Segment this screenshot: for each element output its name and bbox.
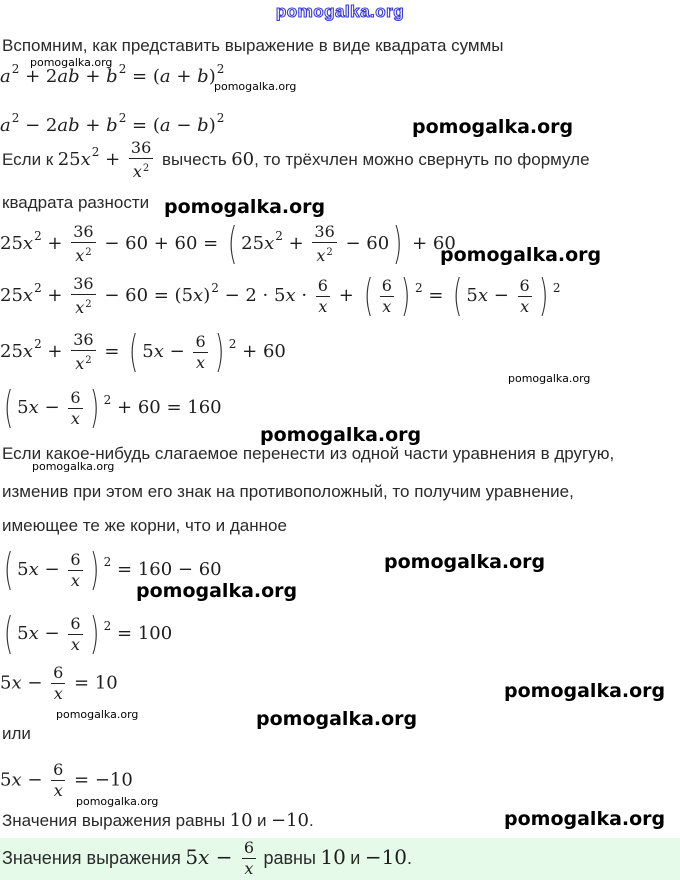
answer-math: 5x − $\frac{6}{x}$ (185, 838, 255, 878)
answer-ten: 10 (320, 845, 346, 869)
values-text-1: Значения выражения равны (2, 811, 226, 830)
watermark: pomogalka.org (136, 580, 298, 602)
square-diff-text: квадрата разности (2, 193, 150, 212)
answer-end: . (407, 848, 413, 868)
equation-2: $25x^2$ + $\frac{36}{x^2}$ − $60 = (5x)^2 - 2 \cdot 5x$ · $\frac{6}{x}$ + ( $\frac{6}{x}$ ) $^2$ = ( 5x − $\frac{6}{x}$ ) $^2$ (0, 270, 561, 321)
values-end: . (308, 811, 314, 830)
watermark: pomogalka.org (214, 80, 297, 93)
answer-line (2, 838, 412, 879)
intro-text: Вспомним, как представить выражение в виде квадрата суммы (2, 36, 504, 55)
watermark: pomogalka.org (56, 708, 139, 721)
move-rule-1: Если какое-нибудь слагаемое перенести из одной части уравнения в другую, (2, 444, 615, 463)
equation-6: ( 5x − $\frac{6}{x}$ ) $^2$ = 100 (3, 608, 173, 659)
watermark: pomogalka.org (256, 708, 418, 730)
watermark: pomogalka.org (504, 680, 666, 702)
answer-and: и (350, 848, 361, 868)
equation-3: $25x^2$ + $\frac{36}{x^2}$ = ( 5x − $\frac{6}{x}$ ) $^2$ + 60 (0, 326, 286, 377)
equation-8: 5x − $\frac{6}{x}$ = −10 (0, 760, 133, 800)
equation-1: $25x^2$ + $\frac{36}{x^2}$ − 60 + 60 = ( $25x^2$ + $\frac{36}{x^2}$ − 60) + 60 (0, 218, 456, 269)
if-math: $25x^2$ + $\frac{36}{x^2}$ (57, 138, 152, 181)
watermark: pomogalka.org (164, 196, 326, 218)
if-text-1: Если к (2, 150, 54, 169)
values-and: и (257, 811, 267, 830)
watermark: pomogalka.org (30, 56, 113, 69)
move-rule-2: изменив при этом его знак на противоположный, то получим уравнение, (2, 482, 574, 501)
watermark: pomogalka.org (32, 460, 115, 473)
values-line (2, 810, 314, 831)
equation-7: 5x − $\frac{6}{x}$ = 10 (0, 663, 118, 703)
equation-5: ( 5x − $\frac{6}{x}$ ) $^2$ = 160 − 60 (3, 544, 222, 595)
equation-4: ( 5x − $\frac{6}{x}$ ) $^2$ + 60 = 160 (3, 382, 222, 433)
site-logo[interactable] (0, 2, 680, 22)
values-ten: 10 (229, 810, 253, 831)
or-text: или (2, 724, 31, 743)
if-text-3: , то трёхчлен можно свернуть по формуле (254, 150, 590, 169)
if-line (2, 138, 590, 182)
watermark: pomogalka.org (384, 551, 546, 573)
formula-sum-square: $a^2 + 2ab + b^2 = (a + b)^2$ (0, 62, 225, 87)
formula-diff-square: $a^2 - 2ab + b^2 = (a - b)^2$ (0, 111, 225, 136)
answer-minus-ten: −10 (364, 845, 408, 869)
watermark: pomogalka.org (260, 424, 422, 446)
answer-text-2: равны (263, 848, 316, 868)
watermark: pomogalka.org (508, 372, 591, 385)
watermark: pomogalka.org (76, 795, 159, 808)
watermark: pomogalka.org (504, 808, 666, 830)
site-logo-text: pomogalka.org (275, 2, 405, 21)
values-minus-ten: −10 (270, 810, 309, 831)
watermark: pomogalka.org (440, 244, 602, 266)
watermark: pomogalka.org (412, 116, 574, 138)
answer-text-1: Значения выражения (2, 848, 181, 868)
if-text-2: вычесть (162, 150, 227, 169)
move-rule-3: имеющее те же корни, что и данное (2, 516, 287, 535)
fraction-numerator: 36 (130, 138, 152, 157)
if-number: 60 (231, 149, 255, 170)
fraction: $\frac{36}{x^2}$ (130, 138, 152, 181)
